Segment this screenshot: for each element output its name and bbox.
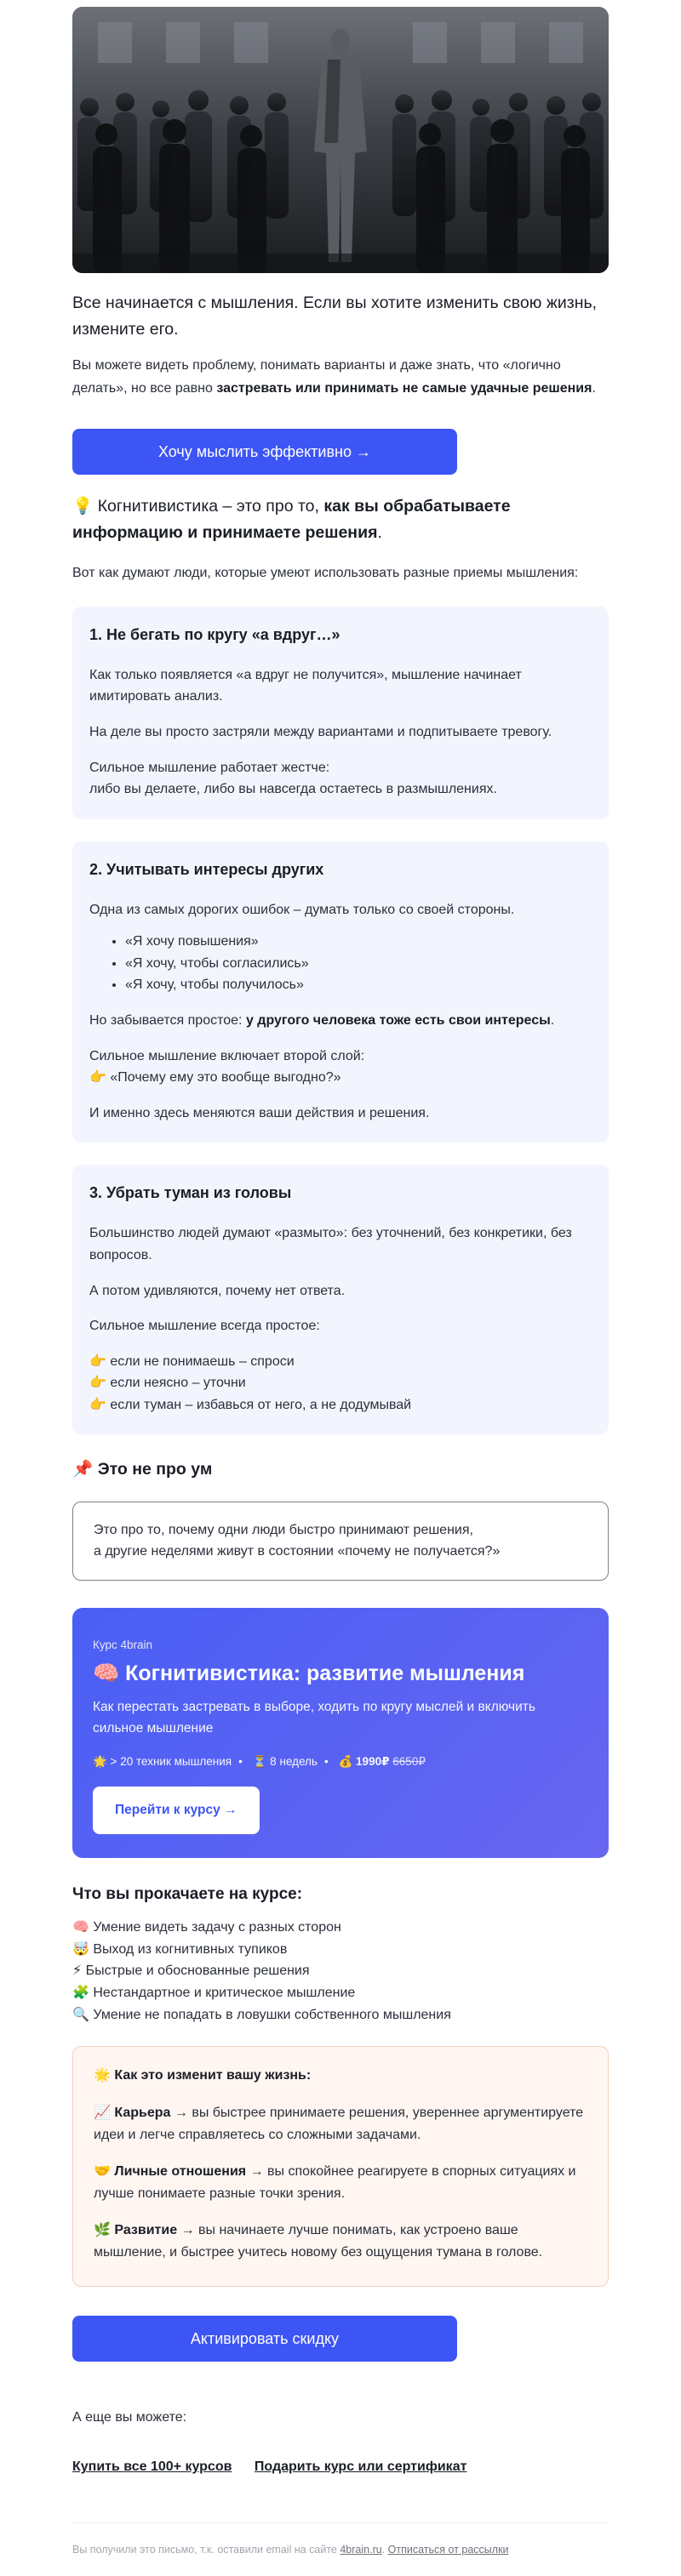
course-title: 🧠 Когнитивистика: развитие мышления <box>93 1661 525 1685</box>
email-body <box>72 0 609 2576</box>
list-item: ⚡ Быстрые и обоснованные решения <box>72 1963 310 1979</box>
relationships-benefit <box>94 2161 587 2204</box>
tip-card-3 <box>72 1165 609 1434</box>
tip-card-line: 👉 если неясно – уточни <box>89 1376 246 1391</box>
footer-separator: . <box>381 2544 388 2556</box>
intro-bold-text: застревать или принимать не самые удачные решения <box>216 380 592 396</box>
quote-line: Это про то, почему одни люди быстро принимают решения, <box>94 1522 473 1537</box>
intro-lead: Все начинается с мышления. Если вы хотите изменить свою жизнь, измените его. <box>72 294 598 339</box>
think-effectively-button[interactable]: Хочу мыслить эффективно → <box>72 429 457 475</box>
more-options-title: А еще вы можете: <box>72 2409 187 2425</box>
tip-card-line: Сильное мышление включает второй слой: <box>89 1048 365 1063</box>
tip-card-title: 3. Убрать туман из головы <box>89 1184 292 1202</box>
benefit-text: → вы спокойнее реагируете в спорных ситуациях и лучше понимаете разные точки зрения. <box>94 2164 576 2201</box>
course-old-price: 6650₽ <box>392 1754 426 1768</box>
tip-card-text: На деле вы просто застряли между вариантами и подпитываете тревогу. <box>89 725 552 739</box>
course-tag: Курс 4brain <box>93 1638 152 1651</box>
tip-card-line: 👉 если не понимаешь – спроси <box>89 1354 295 1369</box>
tip-card-text <box>89 757 592 801</box>
tip-card-text: И именно здесь меняются ваши действия и решения. <box>89 1105 430 1120</box>
course-duration: ⏳ 8 недель <box>252 1754 318 1768</box>
tip-card-text <box>89 1010 592 1032</box>
list-item: 🤯 Выход из когнитивных тупиков <box>72 1941 288 1957</box>
more-links <box>72 2457 609 2478</box>
activate-discount-button[interactable]: Активировать скидку <box>72 2316 457 2362</box>
tip-card-line: Сильное мышление работает жестче: <box>89 760 330 775</box>
about-text: 💡 Когнитивистика – это про то, <box>72 497 324 516</box>
development-benefit <box>94 2220 587 2263</box>
tip-card-line: Но забывается простое: <box>89 1013 246 1029</box>
intro-text-end: . <box>592 380 596 396</box>
tip-card-text <box>89 1046 592 1089</box>
list-item: 🔍 Умение не попадать в ловушки собственного мышления <box>72 2007 451 2022</box>
about-bold-text: как вы обрабатываете информацию и принимаете решения <box>72 497 511 543</box>
benefit-label: Личные отношения <box>114 2164 247 2180</box>
intro-paragraph <box>72 355 609 400</box>
list-item: • «Я хочу, чтобы получилось» <box>125 974 592 996</box>
benefit-text: → вы начинаете лучше понимать, как устроено ваше мышление, и быстрее учитесь новому без ощущения тумана в голове. <box>94 2223 543 2260</box>
list-item: 🧠 Умение видеть задачу с разных сторон <box>72 1920 341 1935</box>
tip-card-text: Сильное мышление всегда простое: <box>89 1319 320 1334</box>
gift-course-link[interactable]: Подарить курс или сертификат <box>254 2459 467 2475</box>
skills-list <box>72 1917 609 2026</box>
benefit-text: → вы быстрее принимаете решения, увереннее аргументируете идеи и легче справляетесь со сложными задачами. <box>94 2106 584 2142</box>
tip-card-text: Одна из самых дорогих ошибок – думать только со своей стороны. <box>89 902 515 917</box>
about-text-end: . <box>377 523 382 543</box>
tip-card-2 <box>72 841 609 1143</box>
tip-card-bold: у другого человека тоже есть свои интересы <box>245 1013 551 1029</box>
cognitivistics-heading <box>72 493 609 546</box>
techniques-count: 🌟 > 20 техник мышления <box>93 1754 232 1768</box>
tip-card-1 <box>72 607 609 819</box>
intro-text: Вы можете видеть проблему, понимать варианты и даже знать, что «логично делать», но все равно <box>72 358 561 396</box>
footer-text: Вы получили это письмо, т.к. оставили email на сайте <box>72 2544 340 2556</box>
benefit-label: Развитие <box>114 2223 178 2238</box>
tip-card-line: 👉 «Почему ему это вообще выгодно?» <box>89 1070 341 1086</box>
tip-card-title: 2. Учитывать интересы других <box>89 860 324 878</box>
career-benefit <box>94 2102 587 2146</box>
tip-card-text: Как только появляется «а вдруг не получится», мышление начинает имитировать анализ. <box>89 667 522 704</box>
course-meta: 🌟 > 20 техник мышления • ⏳ 8 недель • 💰 1990₽ 6650₽ <box>93 1754 426 1768</box>
hero-illustration <box>72 7 609 273</box>
tip-card-text: Большинство людей думают «размыто»: без уточнений, без конкретики, без вопросов. <box>89 1226 572 1262</box>
list-item: 🧩 Нестандартное и критическое мышление <box>72 1986 356 2001</box>
tip-card-text <box>89 1351 592 1416</box>
tip-card-title: 1. Не бегать по кругу «а вдруг…» <box>89 625 340 643</box>
handshake-icon: 🤝 <box>94 2164 111 2180</box>
unsubscribe-link[interactable]: Отписаться от рассылки <box>387 2544 509 2556</box>
quote-line: а другие неделями живут в состоянии «почему не получается?» <box>94 1544 501 1559</box>
tip-card-line: 👉 если туман – избавься от него, а не додумывай <box>89 1397 412 1412</box>
wants-list <box>125 931 592 996</box>
course-subtitle: Как перестать застревать в выборе, ходить по кругу мыслей и включить сильное мышление <box>93 1700 535 1736</box>
tip-card-line: . <box>550 1013 555 1029</box>
footer <box>72 2522 609 2575</box>
go-to-course-button[interactable]: Перейти к курсу → <box>93 1787 260 1834</box>
list-item: • «Я хочу, чтобы согласились» <box>125 953 592 975</box>
chart-increasing-icon: 📈 <box>94 2106 111 2121</box>
course-price: 1990₽ <box>356 1754 390 1768</box>
quote-box <box>72 1502 609 1581</box>
herb-icon: 🌿 <box>94 2223 111 2238</box>
hero-image <box>72 7 609 273</box>
tip-card-text: А потом удивляются, почему нет ответа. <box>89 1283 346 1298</box>
course-promo-card <box>72 1608 609 1858</box>
buy-all-courses-link[interactable]: Купить все 100+ курсов <box>72 2459 232 2475</box>
benefit-label: Карьера <box>114 2106 171 2121</box>
money-bag-icon: 💰 <box>338 1754 353 1768</box>
tip-card-line: либо вы делаете, либо вы навсегда остаетесь в размышлениях. <box>89 782 497 797</box>
learn-heading: Что вы прокачаете на курсе: <box>72 1884 303 1903</box>
site-link[interactable]: 4brain.ru <box>340 2544 382 2556</box>
about-lead-in: Вот как думают люди, которые умеют использовать разные приемы мышления: <box>72 565 579 580</box>
life-change-card <box>72 2046 609 2286</box>
not-about-mind-heading: 📌 Это не про ум <box>72 1460 213 1479</box>
list-item: • «Я хочу повышения» <box>125 931 592 953</box>
life-change-title: 🌟 Как это изменит вашу жизнь: <box>94 2068 312 2083</box>
